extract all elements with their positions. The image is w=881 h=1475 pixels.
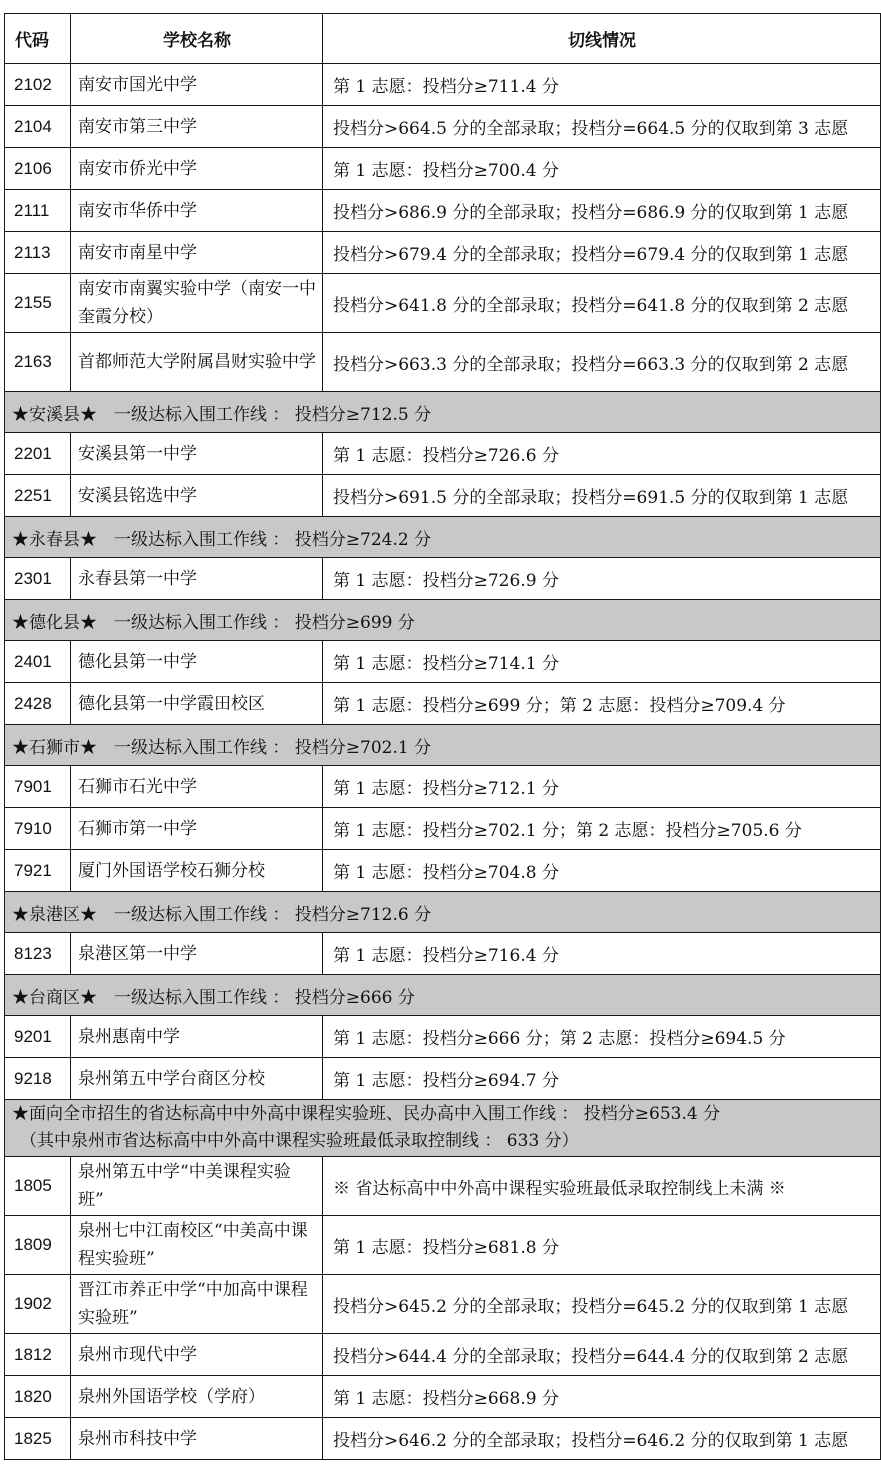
school-code: 1809 xyxy=(5,1216,71,1275)
table-row xyxy=(5,232,881,274)
table-row xyxy=(5,1376,881,1418)
school-code: 2113 xyxy=(5,232,71,274)
table-row xyxy=(5,1058,881,1100)
school-code: 2104 xyxy=(5,106,71,148)
school-code: 9201 xyxy=(5,1016,71,1058)
cutoff-info: 第 1 志愿：投档分≥704.8 分 xyxy=(323,850,881,892)
cutoff-info: 投档分>641.8 分的全部录取；投档分=641.8 分的仅取到第 2 志愿 xyxy=(323,274,881,333)
section-line-2: （其中泉州市省达标高中中外高中课程实验班最低录取控制线 ： 633 分） xyxy=(20,1131,579,1151)
table-row xyxy=(5,274,881,333)
school-name: 泉州第五中学台商区分校 xyxy=(71,1058,323,1100)
section-row xyxy=(5,892,881,933)
table-row xyxy=(5,850,881,892)
school-name: 南安市国光中学 xyxy=(71,64,323,106)
cutoff-info: 第 1 志愿：投档分≥711.4 分 xyxy=(323,64,881,106)
table-row xyxy=(5,64,881,106)
header-code: 代码 xyxy=(5,14,71,64)
table-row xyxy=(5,333,881,392)
school-code: 2401 xyxy=(5,641,71,683)
section-row xyxy=(5,975,881,1016)
section-row xyxy=(5,725,881,766)
section-row xyxy=(5,600,881,641)
section-line-1: ★面向全市招生的省达标高中中外高中课程实验班、民办高中入围工作线 ： 投档分≥653.4 分 xyxy=(12,1104,721,1124)
school-code: 1820 xyxy=(5,1376,71,1418)
table-row xyxy=(5,106,881,148)
table-row xyxy=(5,1016,881,1058)
table-row xyxy=(5,1334,881,1376)
cutoff-info: 投档分>644.4 分的全部录取；投档分=644.4 分的仅取到第 2 志愿 xyxy=(323,1334,881,1376)
cutoff-info: ※ 省达标高中中外高中课程实验班最低录取控制线上未满 ※ xyxy=(323,1157,881,1216)
school-code: 1805 xyxy=(5,1157,71,1216)
school-name: 石狮市石光中学 xyxy=(71,766,323,808)
section-row xyxy=(5,517,881,558)
table-row xyxy=(5,1275,881,1334)
school-name: 泉州七中江南校区“中美高中课程实验班” xyxy=(71,1216,323,1275)
section-cutoff-line: ★德化县★ 一级达标入围工作线 ： 投档分≥699 分 xyxy=(5,600,881,641)
cutoff-info: 投档分>679.4 分的全部录取；投档分=679.4 分的仅取到第 1 志愿 xyxy=(323,232,881,274)
cutoff-info: 投档分>645.2 分的全部录取；投档分=645.2 分的仅取到第 1 志愿 xyxy=(323,1275,881,1334)
header-cutoff: 切线情况 xyxy=(323,14,881,64)
school-name: 石狮市第一中学 xyxy=(71,808,323,850)
school-code: 8123 xyxy=(5,933,71,975)
cutoff-info: 第 1 志愿：投档分≥700.4 分 xyxy=(323,148,881,190)
cutoff-info: 第 1 志愿：投档分≥716.4 分 xyxy=(323,933,881,975)
school-name: 泉州市科技中学 xyxy=(71,1418,323,1460)
school-code: 1812 xyxy=(5,1334,71,1376)
cutoff-info: 第 1 志愿：投档分≥726.6 分 xyxy=(323,433,881,475)
section-row xyxy=(5,1100,881,1157)
table-row xyxy=(5,475,881,517)
section-row xyxy=(5,392,881,433)
cutoff-info: 第 1 志愿：投档分≥714.1 分 xyxy=(323,641,881,683)
school-name: 厦门外国语学校石狮分校 xyxy=(71,850,323,892)
school-name: 首都师范大学附属昌财实验中学 xyxy=(71,333,323,392)
cutoff-info: 第 1 志愿：投档分≥666 分；第 2 志愿：投档分≥694.5 分 xyxy=(323,1016,881,1058)
school-name: 泉州市现代中学 xyxy=(71,1334,323,1376)
table-row xyxy=(5,1216,881,1275)
cutoff-info: 第 1 志愿：投档分≥712.1 分 xyxy=(323,766,881,808)
school-name: 永春县第一中学 xyxy=(71,558,323,600)
school-name: 泉州外国语学校（学府） xyxy=(71,1376,323,1418)
section-cutoff-line: ★台商区★ 一级达标入围工作线 ： 投档分≥666 分 xyxy=(5,975,881,1016)
school-code: 2102 xyxy=(5,64,71,106)
table-row xyxy=(5,558,881,600)
cutoff-info: 第 1 志愿：投档分≥694.7 分 xyxy=(323,1058,881,1100)
school-name: 南安市第三中学 xyxy=(71,106,323,148)
school-code: 7921 xyxy=(5,850,71,892)
cutoff-info: 第 1 志愿：投档分≥726.9 分 xyxy=(323,558,881,600)
school-code: 2155 xyxy=(5,274,71,333)
school-name: 南安市华侨中学 xyxy=(71,190,323,232)
school-code: 2301 xyxy=(5,558,71,600)
header-school-name: 学校名称 xyxy=(71,14,323,64)
section-cutoff-line xyxy=(5,1100,881,1157)
school-code: 7901 xyxy=(5,766,71,808)
school-code: 2251 xyxy=(5,475,71,517)
section-cutoff-line: ★永春县★ 一级达标入围工作线 ： 投档分≥724.2 分 xyxy=(5,517,881,558)
cutoff-info: 投档分>691.5 分的全部录取；投档分=691.5 分的仅取到第 1 志愿 xyxy=(323,475,881,517)
table-header-row xyxy=(5,14,881,64)
table-row xyxy=(5,683,881,725)
school-code: 2428 xyxy=(5,683,71,725)
school-code: 9218 xyxy=(5,1058,71,1100)
admission-cutoff-table xyxy=(4,13,881,1460)
section-cutoff-line: ★石狮市★ 一级达标入围工作线 ： 投档分≥702.1 分 xyxy=(5,725,881,766)
table-row xyxy=(5,1157,881,1216)
school-name: 泉港区第一中学 xyxy=(71,933,323,975)
cutoff-info: 第 1 志愿：投档分≥699 分；第 2 志愿：投档分≥709.4 分 xyxy=(323,683,881,725)
table-row xyxy=(5,933,881,975)
table-row xyxy=(5,148,881,190)
table-row xyxy=(5,808,881,850)
cutoff-info: 投档分>664.5 分的全部录取；投档分=664.5 分的仅取到第 3 志愿 xyxy=(323,106,881,148)
school-code: 2201 xyxy=(5,433,71,475)
school-name: 德化县第一中学 xyxy=(71,641,323,683)
school-name: 泉州第五中学“中美课程实验班” xyxy=(71,1157,323,1216)
cutoff-info: 投档分>686.9 分的全部录取；投档分=686.9 分的仅取到第 1 志愿 xyxy=(323,190,881,232)
school-name: 德化县第一中学霞田校区 xyxy=(71,683,323,725)
cutoff-info: 第 1 志愿：投档分≥681.8 分 xyxy=(323,1216,881,1275)
school-code: 2106 xyxy=(5,148,71,190)
school-name: 安溪县第一中学 xyxy=(71,433,323,475)
school-code: 1825 xyxy=(5,1418,71,1460)
cutoff-info: 投档分>646.2 分的全部录取；投档分=646.2 分的仅取到第 1 志愿 xyxy=(323,1418,881,1460)
cutoff-info: 第 1 志愿：投档分≥668.9 分 xyxy=(323,1376,881,1418)
table-row xyxy=(5,433,881,475)
section-cutoff-line: ★泉港区★ 一级达标入围工作线 ： 投档分≥712.6 分 xyxy=(5,892,881,933)
school-name: 安溪县铭选中学 xyxy=(71,475,323,517)
section-cutoff-line: ★安溪县★ 一级达标入围工作线 ： 投档分≥712.5 分 xyxy=(5,392,881,433)
table-row xyxy=(5,641,881,683)
school-name: 南安市南翼实验中学（南安一中奎霞分校） xyxy=(71,274,323,333)
school-name: 晋江市养正中学“中加高中课程实验班” xyxy=(71,1275,323,1334)
school-code: 2111 xyxy=(5,190,71,232)
cutoff-info: 投档分>663.3 分的全部录取；投档分=663.3 分的仅取到第 2 志愿 xyxy=(323,333,881,392)
school-name: 南安市侨光中学 xyxy=(71,148,323,190)
table-body xyxy=(5,64,881,1460)
school-name: 南安市南星中学 xyxy=(71,232,323,274)
table-row xyxy=(5,190,881,232)
school-name: 泉州惠南中学 xyxy=(71,1016,323,1058)
cutoff-info: 第 1 志愿：投档分≥702.1 分；第 2 志愿：投档分≥705.6 分 xyxy=(323,808,881,850)
table-row xyxy=(5,766,881,808)
school-code: 2163 xyxy=(5,333,71,392)
school-code: 7910 xyxy=(5,808,71,850)
table-row xyxy=(5,1418,881,1460)
school-code: 1902 xyxy=(5,1275,71,1334)
